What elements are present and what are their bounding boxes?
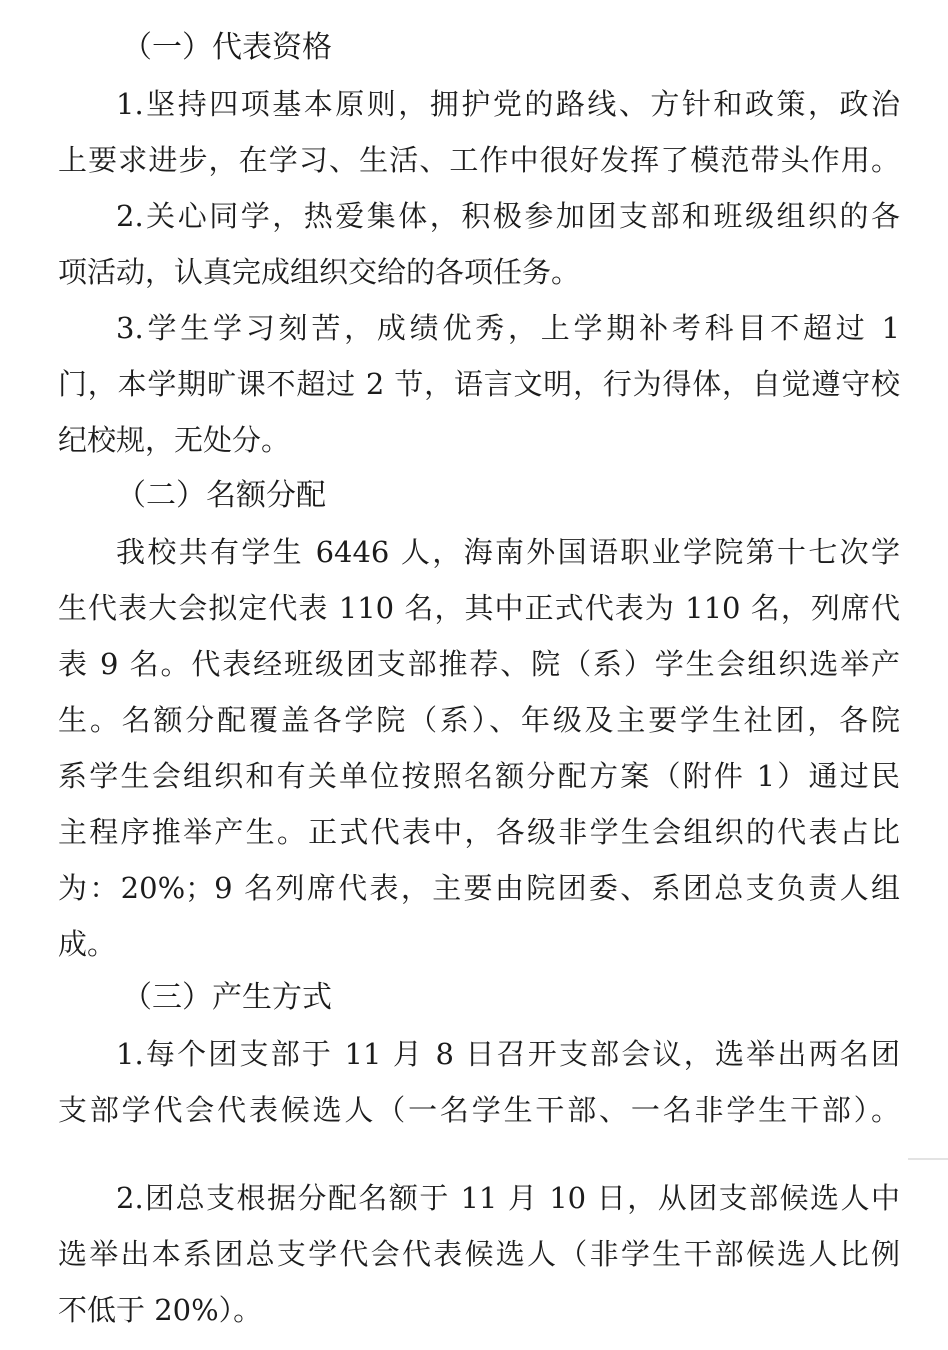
paragraph-line: 为：20%；9 名列席代表，主要由院团委、系团总支负责人组 xyxy=(58,871,900,905)
paragraph-line: 我校共有学生 6446 人，海南外国语职业学院第十七次学 xyxy=(116,535,900,569)
section-heading-method: （三）产生方式 xyxy=(122,980,332,1015)
paragraph-line: 1.坚持四项基本原则，拥护党的路线、方针和政策，政治 xyxy=(116,87,900,121)
paragraph-line: 生。名额分配覆盖各学院（系）、年级及主要学生社团，各院 xyxy=(58,703,900,737)
paragraph-line: 表 9 名。代表经班级团支部推荐、院（系）学生会组织选举产 xyxy=(58,647,900,681)
paragraph-line: 不低于 20%）。 xyxy=(58,1293,263,1327)
paragraph-line: 生代表大会拟定代表 110 名，其中正式代表为 110 名，列席代 xyxy=(58,591,900,625)
paragraph-line: 支部学代会代表候选人（一名学生干部、一名非学生干部）。 xyxy=(58,1093,900,1127)
paragraph-line: 2.关心同学，热爱集体，积极参加团支部和班级组织的各 xyxy=(116,199,900,233)
paragraph-line: 上要求进步，在学习、生活、工作中很好发挥了模范带头作用。 xyxy=(58,143,900,177)
paragraph-line: 项活动，认真完成组织交给的各项任务。 xyxy=(58,255,581,289)
paragraph-line: 门，本学期旷课不超过 2 节，语言文明，行为得体，自觉遵守校 xyxy=(58,367,900,401)
page-edge-divider xyxy=(908,1158,948,1160)
paragraph-line: 选举出本系团总支学代会代表候选人（非学生干部候选人比例 xyxy=(58,1237,900,1271)
paragraph-line: 成。 xyxy=(58,927,117,961)
section-heading-qualification: （一）代表资格 xyxy=(122,30,332,65)
paragraph-line: 系学生会组织和有关单位按照名额分配方案（附件 1）通过民 xyxy=(58,759,900,793)
paragraph-line: 3.学生学习刻苦，成绩优秀，上学期补考科目不超过 1 xyxy=(116,311,900,345)
section-heading-quota: （二）名额分配 xyxy=(116,478,326,513)
paragraph-line: 主程序推举产生。正式代表中，各级非学生会组织的代表占比 xyxy=(58,815,900,849)
paragraph-line: 1.每个团支部于 11 月 8 日召开支部会议，选举出两名团 xyxy=(116,1037,900,1071)
paragraph-line: 纪校规，无处分。 xyxy=(58,423,291,457)
paragraph-line: 2.团总支根据分配名额于 11 月 10 日，从团支部候选人中 xyxy=(116,1181,900,1215)
